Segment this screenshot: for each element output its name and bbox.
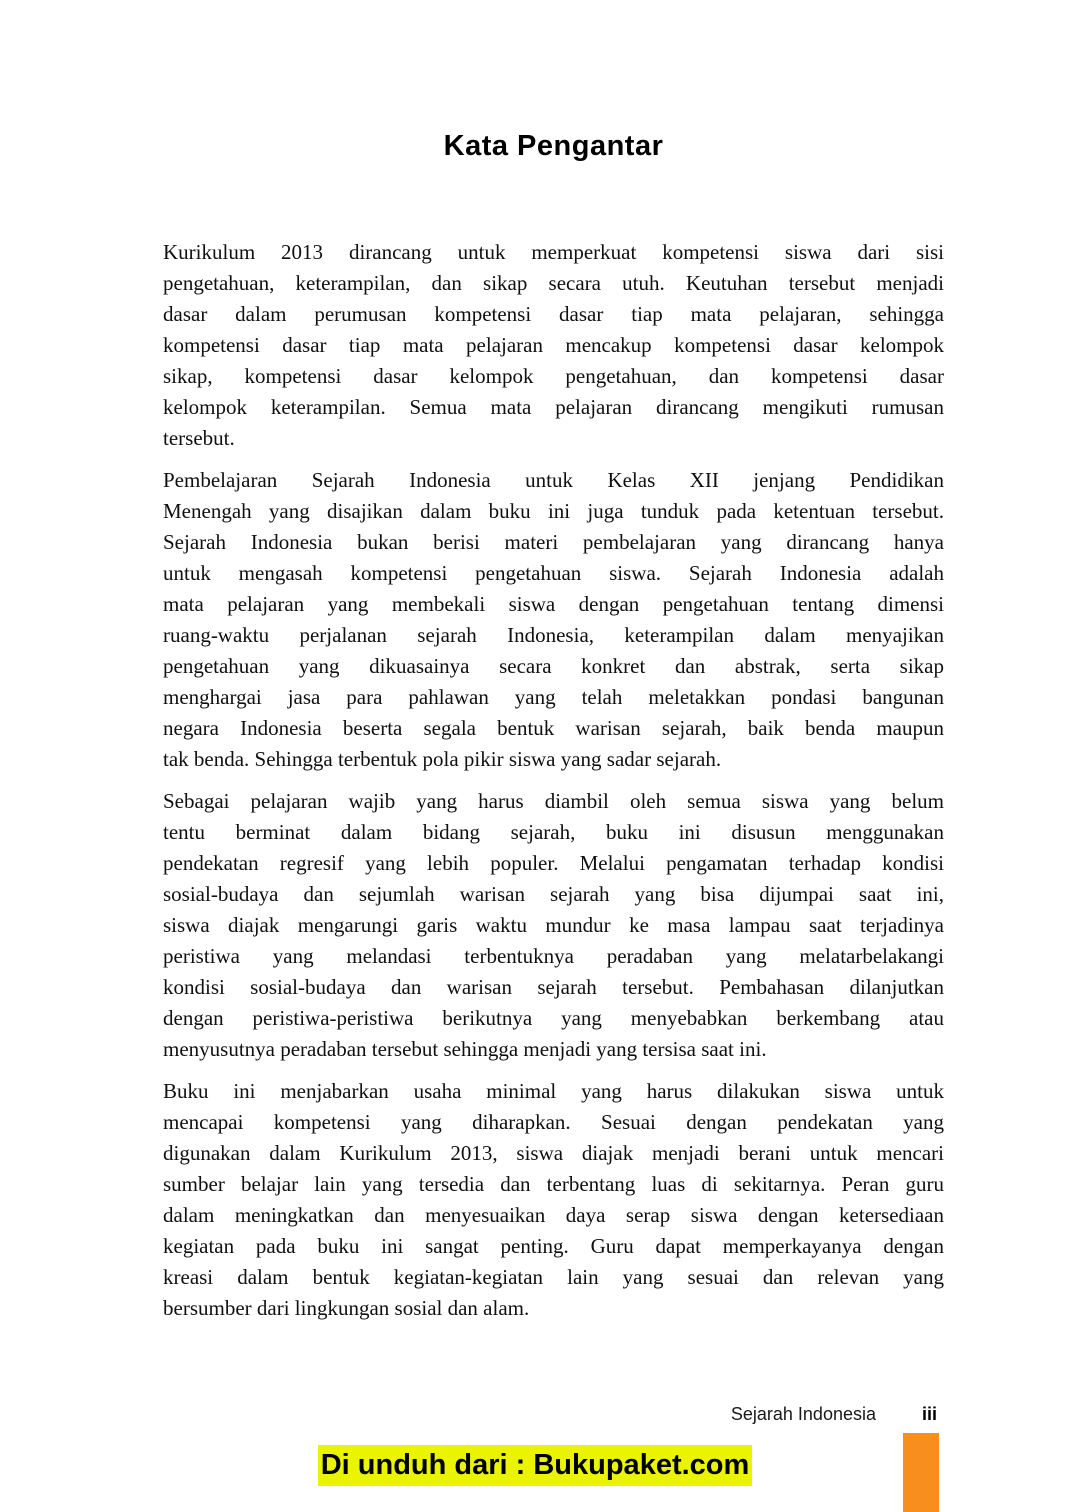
paragraph-line: mata pelajaran yang membekali siswa dengan pengetahuan tentang dimensi [163, 592, 944, 616]
paragraph-line: kegiatan pada buku ini sangat penting. Guru dapat memperkayanya dengan [163, 1234, 944, 1258]
paragraph-line: Menengah yang disajikan dalam buku ini juga tunduk pada ketentuan tersebut. [163, 499, 944, 523]
paragraph [163, 465, 944, 775]
download-watermark-link[interactable] [318, 1445, 752, 1486]
paragraph-line: pengetahuan, keterampilan, dan sikap secara utuh. Keutuhan tersebut menjadi [163, 271, 944, 295]
paragraph-line: Sebagai pelajaran wajib yang harus diambil oleh semua siswa yang belum [163, 789, 944, 813]
paragraph-line: tersebut. [163, 426, 235, 450]
paragraph-line: Kurikulum 2013 dirancang untuk memperkuat kompetensi siswa dari sisi [163, 240, 944, 264]
paragraph-line: negara Indonesia beserta segala bentuk warisan sejarah, baik benda maupun [163, 716, 944, 740]
paragraph-line: kreasi dalam bentuk kegiatan-kegiatan lain yang sesuai dan relevan yang [163, 1265, 944, 1289]
paragraph-line: kompetensi dasar tiap mata pelajaran mencakup kompetensi dasar kelompok [163, 333, 944, 357]
paragraph-line: bersumber dari lingkungan sosial dan alam. [163, 1296, 530, 1320]
paragraph-line: siswa diajak mengarungi garis waktu mundur ke masa lampau saat terjadinya [163, 913, 944, 937]
paragraph-line: dalam meningkatkan dan menyesuaikan daya serap siswa dengan ketersediaan [163, 1203, 944, 1227]
footer-page-number: iii [921, 1404, 937, 1424]
paragraph-line: peristiwa yang melandasi terbentuknya peradaban yang melatarbelakangi [163, 944, 944, 968]
paragraph-line: ruang-waktu perjalanan sejarah Indonesia, keterampilan dalam menyajikan [163, 623, 944, 647]
paragraph-line: dengan peristiwa-peristiwa berikutnya yang menyebabkan berkembang atau [163, 1006, 944, 1030]
paragraph-line: menyusutnya peradaban tersebut sehingga menjadi yang tersisa saat ini. [163, 1037, 767, 1061]
download-watermark-label: Di unduh dari : Bukupaket.com [320, 1449, 750, 1481]
paragraph-line: sikap, kompetensi dasar kelompok pengetahuan, dan kompetensi dasar [163, 364, 944, 388]
page-footer [163, 1404, 937, 1425]
paragraph-line: sumber belajar lain yang tersedia dan terbentang luas di sekitarnya. Peran guru [163, 1172, 944, 1196]
page-accent-bar [903, 1433, 939, 1512]
paragraph-line: kelompok keterampilan. Semua mata pelajaran dirancang mengikuti rumusan [163, 395, 944, 419]
paragraph-line: pendekatan regresif yang lebih populer. Melalui pengamatan terhadap kondisi [163, 851, 944, 875]
paragraph-line: Pembelajaran Sejarah Indonesia untuk Kelas XII jenjang Pendidikan [163, 468, 944, 492]
paragraph-line: Sejarah Indonesia bukan berisi materi pembelajaran yang dirancang hanya [163, 530, 944, 554]
page-title: Kata Pengantar [443, 130, 664, 162]
paragraph-line: kondisi sosial-budaya dan warisan sejarah tersebut. Pembahasan dilanjutkan [163, 975, 944, 999]
paragraph-line: mencapai kompetensi yang diharapkan. Sesuai dengan pendekatan yang [163, 1110, 944, 1134]
paragraph-line: digunakan dalam Kurikulum 2013, siswa diajak menjadi berani untuk mencari [163, 1141, 944, 1165]
body-paragraphs [163, 237, 944, 1335]
paragraph-line: tak benda. Sehingga terbentuk pola pikir siswa yang sadar sejarah. [163, 747, 722, 771]
paragraph-line: Buku ini menjabarkan usaha minimal yang harus dilakukan siswa untuk [163, 1079, 944, 1103]
paragraph [163, 1076, 944, 1324]
footer-book-title: Sejarah Indonesia [730, 1404, 876, 1424]
paragraph [163, 786, 944, 1065]
paragraph-line: sosial-budaya dan sejumlah warisan sejarah yang bisa dijumpai saat ini, [163, 882, 944, 906]
paragraph-line: tentu berminat dalam bidang sejarah, buku ini disusun menggunakan [163, 820, 944, 844]
paragraph-line: pengetahuan yang dikuasainya secara konkret dan abstrak, serta sikap [163, 654, 944, 678]
paragraph-line: dasar dalam perumusan kompetensi dasar tiap mata pelajaran, sehingga [163, 302, 944, 326]
paragraph-line: menghargai jasa para pahlawan yang telah meletakkan pondasi bangunan [163, 685, 944, 709]
paragraph [163, 237, 944, 454]
paragraph-line: untuk mengasah kompetensi pengetahuan siswa. Sejarah Indonesia adalah [163, 561, 944, 585]
